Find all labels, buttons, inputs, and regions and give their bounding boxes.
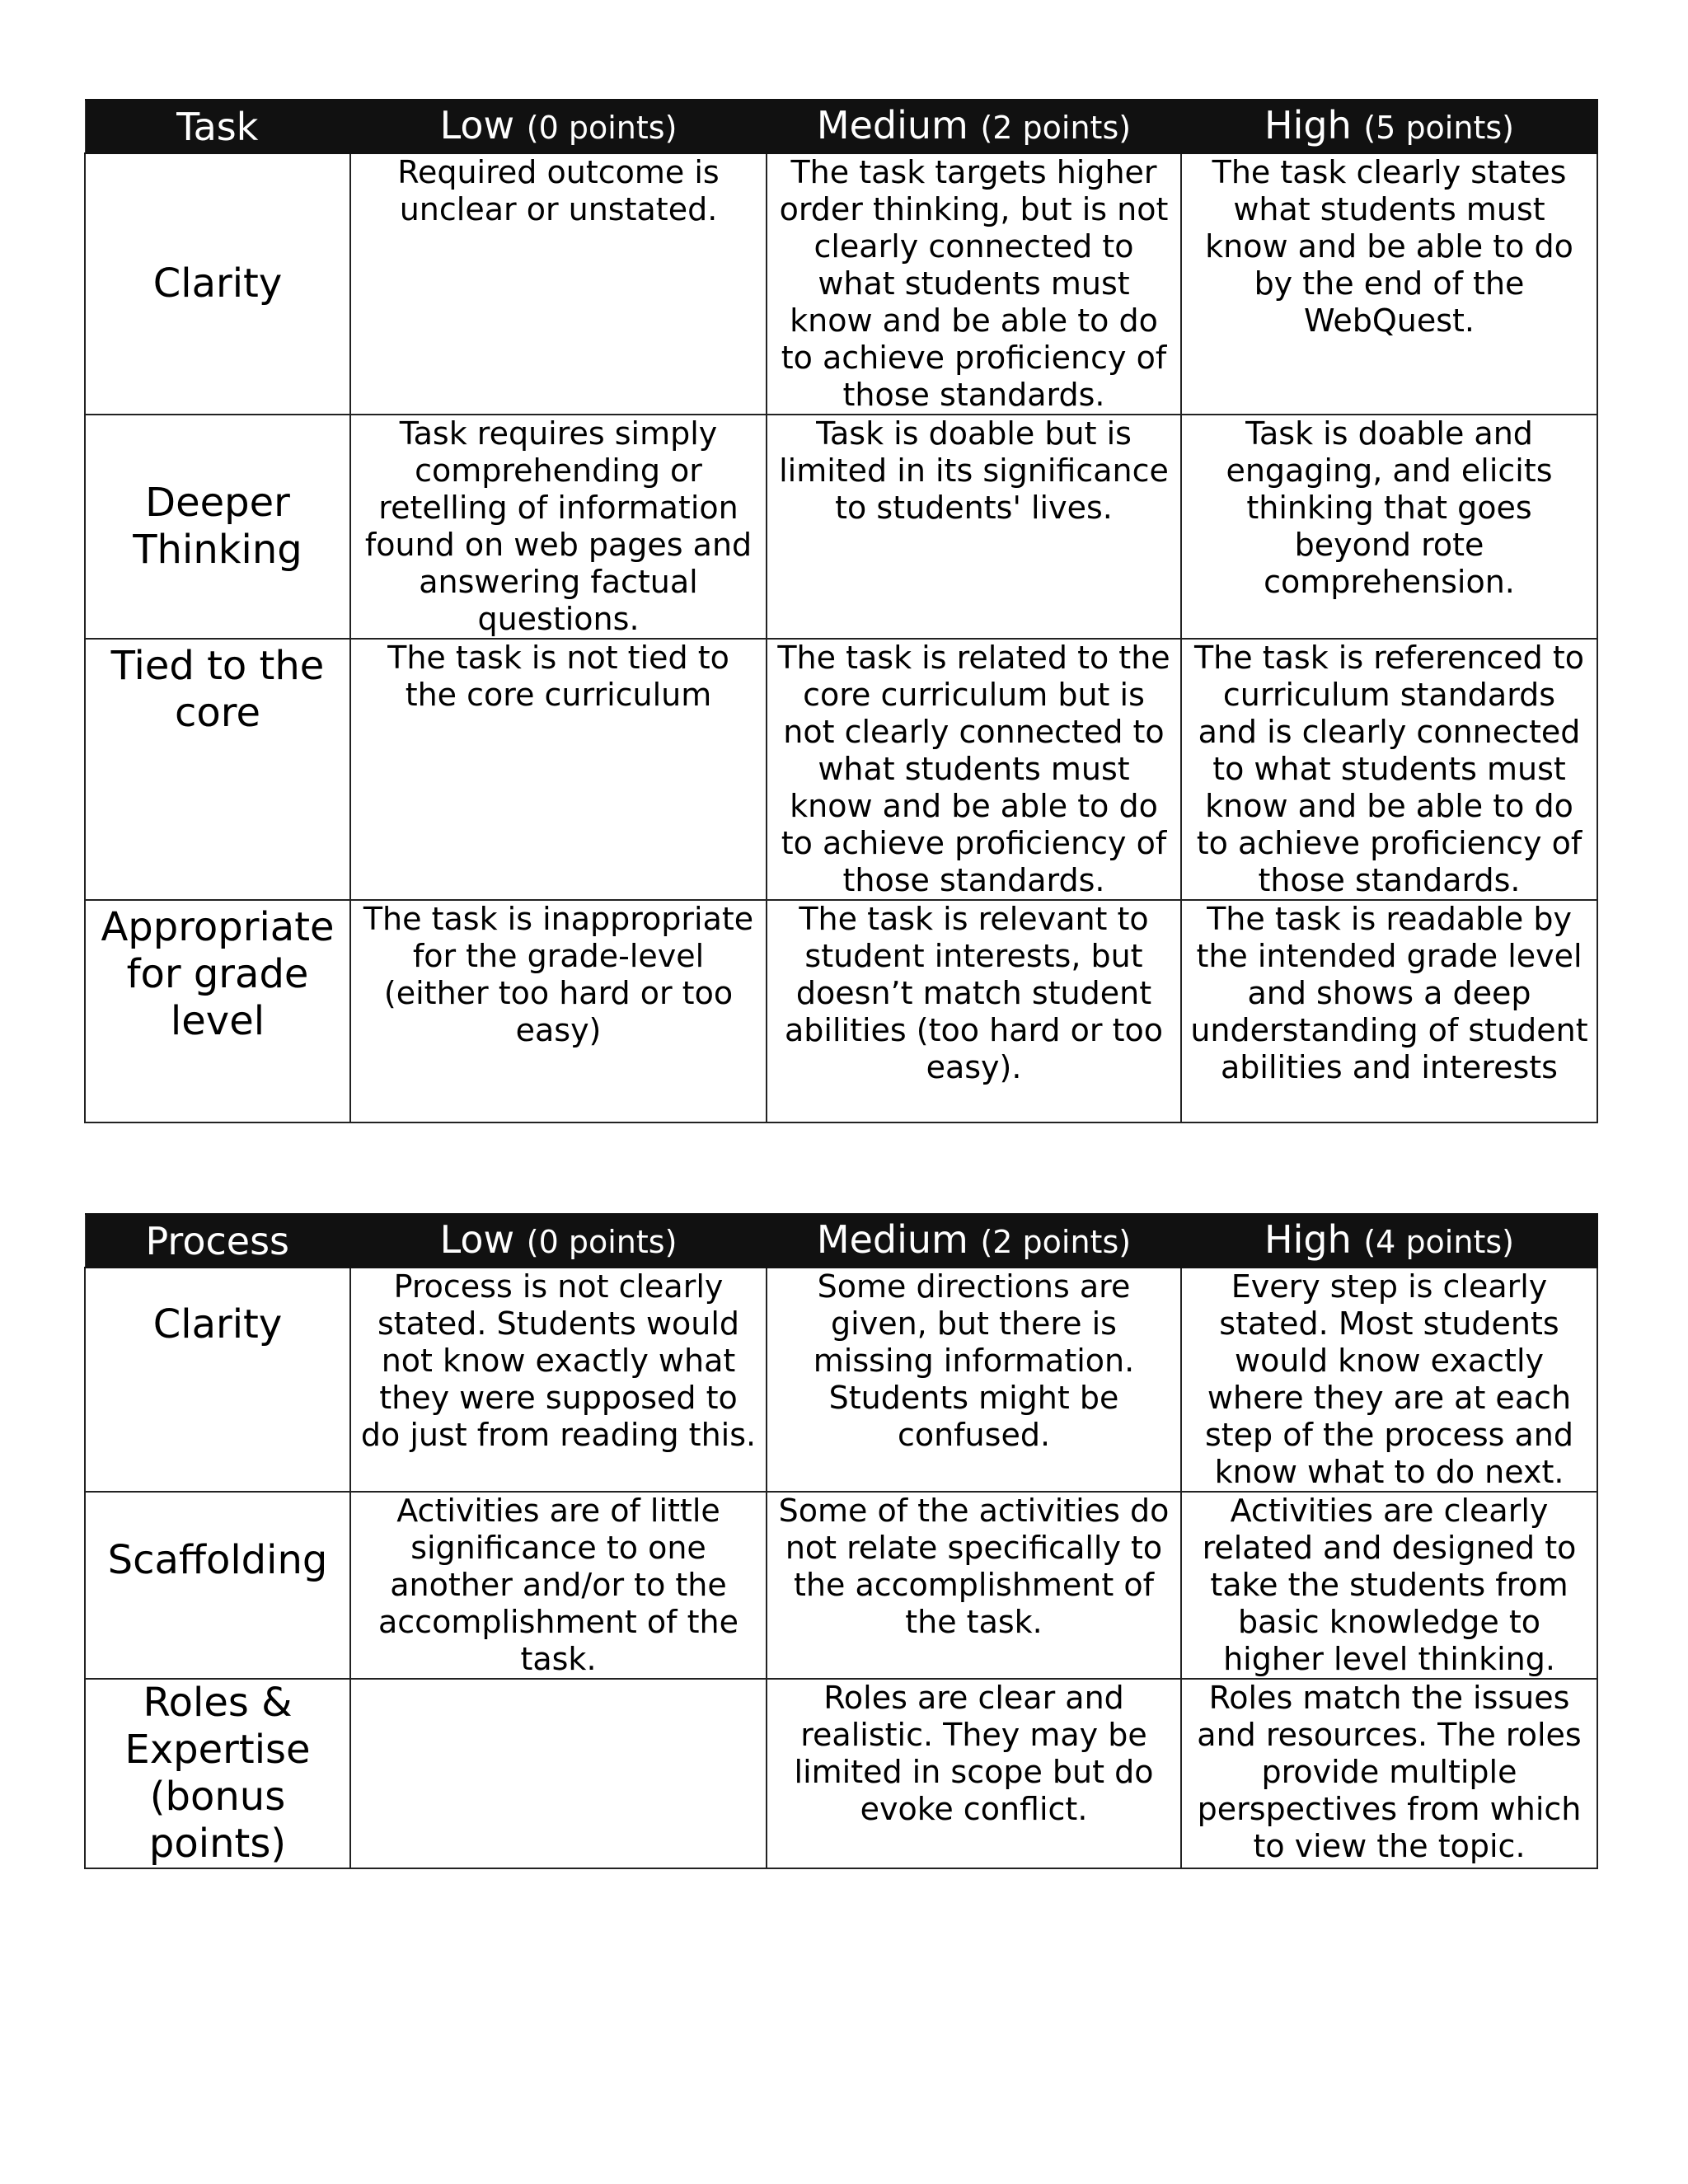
- medium-cell: Roles are clear and realistic. They may be limited in scope but do evoke conflict.: [767, 1679, 1181, 1868]
- low-cell: The task is not tied to the core curriculum: [350, 639, 767, 900]
- header-low: Low (0 points): [350, 100, 767, 153]
- table-row: [85, 1492, 1597, 1679]
- task-rubric-table: [84, 99, 1598, 1123]
- low-cell: Required outcome is unclear or unstated.: [350, 153, 767, 415]
- header-high: High (4 points): [1181, 1214, 1597, 1268]
- table-row: [85, 900, 1597, 1122]
- low-cell: [350, 1679, 767, 1868]
- medium-cell: The task targets higher order thinking, but is not clearly connected to what students must know and be able to do to achieve proficiency of those standards.: [767, 153, 1181, 415]
- criterion-cell: Clarity: [85, 1268, 350, 1492]
- table-row: [85, 639, 1597, 900]
- header-criterion: Process: [85, 1214, 350, 1268]
- header-low: Low (0 points): [350, 1214, 767, 1268]
- table-row: [85, 1679, 1597, 1868]
- high-cell: Every step is clearly stated. Most students would know exactly where they are at each step of the process and know what to do next.: [1181, 1268, 1597, 1492]
- medium-cell: Some directions are given, but there is missing information. Students might be confused.: [767, 1268, 1181, 1492]
- criterion-cell: Appropriate for grade level: [85, 900, 350, 1122]
- criterion-cell: Tied to the core: [85, 639, 350, 900]
- low-cell: Task requires simply comprehending or retelling of information found on web pages and answering factual questions.: [350, 415, 767, 639]
- criterion-cell: Roles & Expertise (bonus points): [85, 1679, 350, 1868]
- table-row: [85, 153, 1597, 415]
- table-row: [85, 1268, 1597, 1492]
- medium-cell: Task is doable but is limited in its significance to students' lives.: [767, 415, 1181, 639]
- header-high: High (5 points): [1181, 100, 1597, 153]
- high-cell: Task is doable and engaging, and elicits thinking that goes beyond rote comprehension.: [1181, 415, 1597, 639]
- medium-cell: Some of the activities do not relate specifically to the accomplishment of the task.: [767, 1492, 1181, 1679]
- table-header-row: [85, 1214, 1597, 1268]
- low-cell: Activities are of little significance to one another and/or to the accomplishment of the task.: [350, 1492, 767, 1679]
- high-cell: The task is readable by the intended grade level and shows a deep understanding of student abilities and interests: [1181, 900, 1597, 1122]
- high-cell: Roles match the issues and resources. The roles provide multiple perspectives from which to view the topic.: [1181, 1679, 1597, 1868]
- criterion-cell: Clarity: [85, 153, 350, 415]
- low-cell: The task is inappropriate for the grade-level (either too hard or too easy): [350, 900, 767, 1122]
- header-medium: Medium (2 points): [767, 1214, 1181, 1268]
- table-row: [85, 415, 1597, 639]
- criterion-cell: Deeper Thinking: [85, 415, 350, 639]
- low-cell: Process is not clearly stated. Students would not know exactly what they were supposed to do just from reading this.: [350, 1268, 767, 1492]
- high-cell: The task clearly states what students must know and be able to do by the end of the WebQuest.: [1181, 153, 1597, 415]
- high-cell: The task is referenced to curriculum standards and is clearly connected to what students must know and be able to do to achieve proficiency of those standards.: [1181, 639, 1597, 900]
- medium-cell: The task is relevant to student interests, but doesn’t match student abilities (too hard or too easy).: [767, 900, 1181, 1122]
- criterion-cell: Scaffolding: [85, 1492, 350, 1679]
- medium-cell: The task is related to the core curriculum but is not clearly connected to what students must know and be able to do to achieve proficiency of those standards.: [767, 639, 1181, 900]
- table-header-row: [85, 100, 1597, 153]
- header-criterion: Task: [85, 100, 350, 153]
- process-rubric-table: [84, 1213, 1598, 1869]
- header-medium: Medium (2 points): [767, 100, 1181, 153]
- high-cell: Activities are clearly related and designed to take the students from basic knowledge to higher level thinking.: [1181, 1492, 1597, 1679]
